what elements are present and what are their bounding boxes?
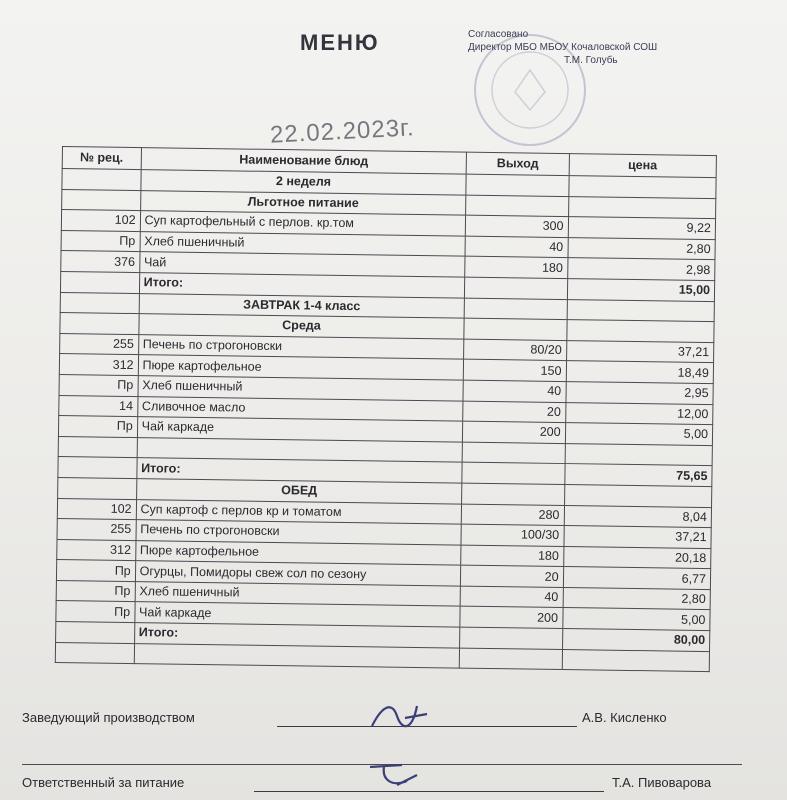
cell-dish-name: Чай bbox=[139, 252, 465, 277]
section-heading: Среда bbox=[138, 314, 464, 339]
cell-empty bbox=[568, 196, 716, 219]
cell-empty bbox=[60, 292, 139, 314]
total-label: Итого: bbox=[134, 623, 460, 648]
cell-output: 40 bbox=[465, 236, 568, 258]
cell-empty bbox=[564, 484, 712, 507]
cell-empty bbox=[60, 271, 139, 293]
cell-output: 80/20 bbox=[464, 339, 567, 361]
cell-empty bbox=[460, 627, 563, 649]
total-price: 75,65 bbox=[564, 464, 712, 487]
cell-price: 2,98 bbox=[567, 258, 715, 281]
signature-row-production bbox=[22, 706, 762, 732]
cell-dish-name: Пюре картофельное bbox=[135, 540, 461, 565]
cell-output: 200 bbox=[463, 421, 566, 443]
handwritten-signature-icon bbox=[362, 755, 432, 795]
approval-block bbox=[468, 28, 768, 67]
signature-name: А.В. Кисленко bbox=[582, 710, 667, 725]
cell-recipe-number: 312 bbox=[57, 539, 136, 561]
cell-empty bbox=[56, 622, 135, 644]
cell-empty bbox=[464, 298, 567, 320]
cell-dish-name: Чай каркаде bbox=[137, 417, 463, 442]
cell-empty bbox=[464, 318, 567, 340]
cell-output: 40 bbox=[460, 586, 563, 608]
handwritten-signature-icon bbox=[367, 696, 437, 736]
cell-empty bbox=[462, 483, 565, 505]
cell-price: 37,21 bbox=[564, 526, 712, 549]
cell-dish-name: Сливочное масло bbox=[137, 396, 463, 421]
cell-output: 40 bbox=[463, 380, 566, 402]
cell-dish-name: Печень по строгоновски bbox=[136, 520, 462, 545]
cell-output: 200 bbox=[460, 607, 563, 629]
approval-line-name: Т.М. Голубь bbox=[564, 55, 618, 66]
section-heading: Льготное питание bbox=[140, 190, 466, 215]
cell-price: 18,49 bbox=[566, 361, 714, 384]
cell-dish-name: Огурцы, Помидоры свеж сол по сезону bbox=[135, 561, 461, 586]
cell-empty bbox=[460, 648, 563, 670]
cell-recipe-number: Пр bbox=[56, 601, 135, 623]
cell-price: 2,95 bbox=[566, 381, 714, 404]
cell-recipe-number: 14 bbox=[59, 395, 138, 417]
cell-output: 100/30 bbox=[461, 524, 564, 546]
cell-empty bbox=[566, 320, 714, 343]
cell-recipe-number: Пр bbox=[59, 374, 138, 396]
cell-recipe-number: Пр bbox=[56, 560, 135, 582]
cell-price: 2,80 bbox=[563, 587, 711, 610]
approval-line-agreed: Согласовано bbox=[468, 29, 529, 40]
cell-empty bbox=[62, 169, 141, 191]
cell-empty bbox=[465, 277, 568, 299]
cell-empty bbox=[62, 189, 141, 211]
cell-dish-name: Суп картоф с перлов кр и томатом bbox=[136, 499, 462, 524]
cell-price: 12,00 bbox=[565, 402, 713, 425]
cell-empty bbox=[462, 462, 565, 484]
cell-output: 20 bbox=[461, 565, 564, 587]
cell-empty bbox=[462, 442, 565, 464]
section-heading: ЗАВТРАК 1-4 класс bbox=[139, 293, 465, 318]
signature-block bbox=[22, 706, 762, 797]
cell-dish-name: Хлеб пшеничный bbox=[135, 581, 461, 606]
total-label: Итого: bbox=[139, 273, 465, 298]
cell-price: 2,80 bbox=[568, 237, 716, 260]
cell-output: 150 bbox=[464, 359, 567, 381]
cell-empty bbox=[58, 436, 137, 458]
cell-recipe-number: Пр bbox=[58, 416, 137, 438]
cell-price: 8,04 bbox=[564, 505, 712, 528]
cell-price: 6,77 bbox=[563, 567, 711, 590]
cell-empty bbox=[466, 174, 569, 196]
cell-empty bbox=[58, 457, 137, 479]
total-label: Итого: bbox=[136, 458, 462, 483]
signature-row-responsible bbox=[22, 771, 762, 797]
cell-dish-name: Пюре картофельное bbox=[138, 355, 464, 380]
header-dish-name: Наименование блюд bbox=[141, 148, 467, 175]
cell-output: 280 bbox=[462, 504, 565, 526]
section-heading: ОБЕД bbox=[136, 478, 462, 503]
cell-empty bbox=[55, 642, 134, 664]
cell-dish-name: Печень по строгоновски bbox=[138, 334, 464, 359]
cell-price: 5,00 bbox=[562, 608, 710, 631]
cell-empty bbox=[134, 643, 460, 668]
total-price: 80,00 bbox=[562, 629, 710, 652]
cell-recipe-number: 102 bbox=[61, 210, 140, 232]
cell-empty bbox=[565, 443, 713, 466]
cell-empty bbox=[60, 313, 139, 335]
cell-recipe-number: 102 bbox=[57, 498, 136, 520]
signature-role: Ответственный за питание bbox=[22, 775, 185, 790]
cell-dish-name: Хлеб пшеничный bbox=[140, 231, 466, 256]
cell-recipe-number: 255 bbox=[60, 333, 139, 355]
cell-output: 180 bbox=[461, 545, 564, 567]
cell-dish-name: Хлеб пшеничный bbox=[138, 376, 464, 401]
cell-empty bbox=[58, 477, 137, 499]
header-output: Выход bbox=[466, 152, 569, 175]
signature-role: Заведующий производством bbox=[22, 710, 195, 725]
approval-line-director: Директор МБО МБОУ Кочаловской СОШ bbox=[468, 42, 658, 53]
cell-empty bbox=[567, 299, 715, 322]
cell-price: 9,22 bbox=[568, 217, 716, 240]
cell-output: 20 bbox=[463, 401, 566, 423]
header-recipe-number: № рец. bbox=[62, 147, 141, 170]
cell-recipe-number: Пр bbox=[56, 580, 135, 602]
cell-recipe-number: Пр bbox=[61, 230, 140, 252]
menu-table bbox=[55, 146, 717, 672]
cell-price: 37,21 bbox=[566, 340, 714, 363]
cell-dish-name: Чай каркаде bbox=[134, 602, 460, 627]
cell-output: 180 bbox=[465, 257, 568, 279]
cell-recipe-number: 312 bbox=[59, 354, 138, 376]
cell-price: 5,00 bbox=[565, 423, 713, 446]
signature-name: Т.А. Пивоварова bbox=[612, 775, 712, 790]
cell-recipe-number: 376 bbox=[61, 251, 140, 273]
cell-recipe-number: 255 bbox=[57, 519, 136, 541]
menu-date: 22.02.2023г. bbox=[269, 114, 416, 149]
cell-output: 300 bbox=[466, 215, 569, 237]
cell-dish-name: Суп картофельный с перлов. кр.том bbox=[140, 211, 466, 236]
cell-empty bbox=[466, 195, 569, 217]
cell-price: 20,18 bbox=[563, 546, 711, 569]
header-price: цена bbox=[569, 154, 717, 178]
document-title: МЕНЮ bbox=[300, 30, 380, 55]
total-price: 15,00 bbox=[567, 279, 715, 302]
section-heading: 2 неделя bbox=[140, 170, 466, 195]
cell-empty bbox=[568, 176, 716, 199]
cell-empty bbox=[562, 649, 710, 672]
